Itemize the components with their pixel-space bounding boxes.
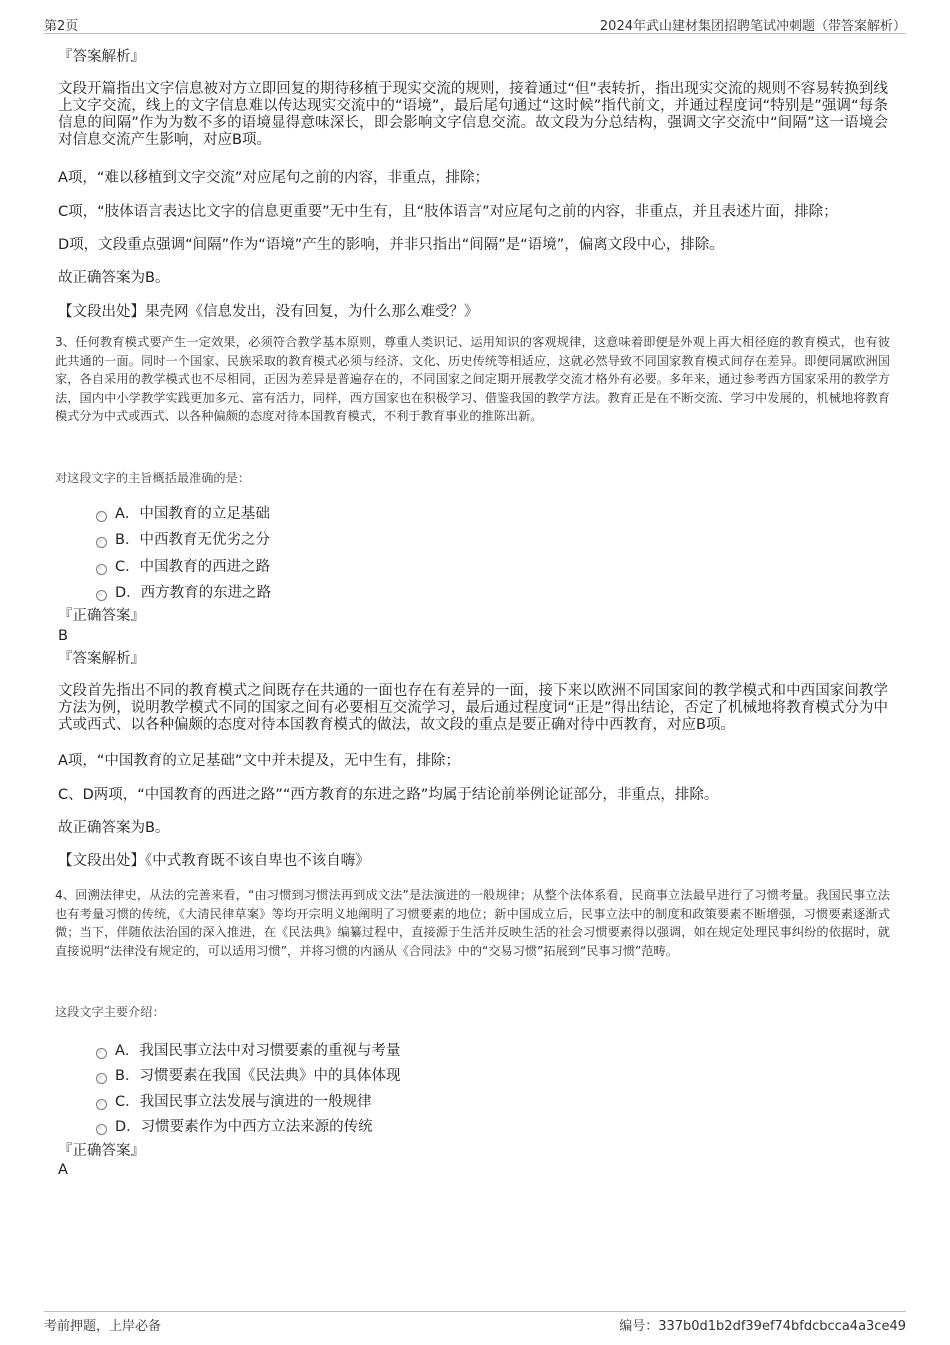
q4-option-c-label: C．我国民事立法发展与演进的一般规律	[115, 1094, 372, 1110]
q2-source: 【文段出处】果壳网《信息发出，没有回复，为什么那么难受？》	[58, 304, 479, 320]
q4-answer: A	[58, 1162, 68, 1178]
footer-serial: 编号：337b0d1b2df39ef74bfdcbcca4a3ce49	[619, 1319, 906, 1334]
q3-option-d[interactable]	[96, 581, 271, 599]
q3-option-c-label: C．中国教育的西进之路	[115, 559, 271, 575]
q3-option-d-label: D．西方教育的东进之路	[115, 585, 272, 601]
q2-analysis-label: 『答案解析』	[58, 49, 145, 65]
q4-option-a[interactable]	[96, 1039, 400, 1057]
q3-point-a: A项，“中国教育的立足基础”文中并未提及，无中生有，排除；	[58, 753, 460, 769]
page-footer	[44, 1311, 906, 1332]
q3-analysis-paragraph: 文段首先指出不同的教育模式之间既存在共通的一面也存在有差异的一面，接下来以欧洲不同国家间的教学模式和中西国家间教学方法为例，说明教学模式不同的国家之间有必要相互交流学习，最后通过程度词“正是”得出结论，否定了机械地将教育模式分为中式或西式、以各种偏颇的态度对待本国教育模式的做法，故文段的重点是要正确对待中西教育，对应B项。	[58, 683, 888, 733]
q4-option-d-label: D．习惯要素作为中西方立法来源的传统	[115, 1119, 373, 1135]
q4-option-b[interactable]	[96, 1064, 400, 1082]
q4-option-c[interactable]	[96, 1090, 372, 1108]
radio-icon[interactable]	[96, 590, 107, 601]
q4-option-b-label: B．习惯要素在我国《民法典》中的具体体现	[115, 1068, 401, 1084]
page-number: 第2页	[44, 19, 79, 34]
q4-option-d[interactable]	[96, 1115, 373, 1133]
q3-analysis-label: 『答案解析』	[58, 651, 145, 667]
q4-answer-label: 『正确答案』	[58, 1143, 145, 1159]
q3-prompt: 对这段文字的主旨概括最准确的是：	[55, 471, 250, 485]
page-header	[44, 15, 906, 34]
q4-stem: 4、回溯法律史，从法的完善来看，“由习惯到习惯法再到成文法”是法演进的一般规律；从整个法体系看，民商事立法最早进行了习惯考量。我国民事立法也有考量习惯的传统，《大清民律草案》等均开宗明义地阐明了习惯要素的地位；新中国成立后，民事立法中的制度和政策要素不断增强，习惯要素逐渐式微；当下，伴随依法治国的深入推进，在《民法典》编纂过程中，直接源于生活并反映生活的社会习惯要素得以强调，如在规定处理民事纠纷的依据时，就直接说明“法律没有规定的，可以适用习惯”，并将习惯的内涵从《合同法》中的“交易习惯”拓展到“民事习惯”范畴。	[55, 888, 890, 958]
q3-option-b[interactable]	[96, 528, 270, 546]
radio-icon[interactable]	[96, 1099, 107, 1110]
radio-icon[interactable]	[96, 1048, 107, 1059]
q3-answer-label: 『正确答案』	[58, 608, 145, 624]
radio-icon[interactable]	[96, 511, 107, 522]
footer-slogan: 考前押题，上岸必备	[44, 1319, 162, 1334]
q3-point-cd: C、D两项，“中国教育的西进之路”“西方教育的东进之路”均属于结论前举例论证部分，非重点，排除。	[58, 787, 719, 803]
document-title: 2024年武山建材集团招聘笔试冲刺题（带答案解析）	[599, 19, 906, 34]
q3-option-b-label: B．中西教育无优劣之分	[115, 532, 270, 548]
q2-point-a: A项，“难以移植到文字交流”对应尾句之前的内容，非重点，排除；	[58, 170, 489, 186]
radio-icon[interactable]	[96, 1073, 107, 1084]
radio-icon[interactable]	[96, 1124, 107, 1135]
q3-source: 【文段出处】《中式教育既不该自卑也不该自嗨》	[58, 853, 370, 869]
q3-option-a[interactable]	[96, 502, 270, 520]
q3-option-a-label: A．中国教育的立足基础	[115, 506, 270, 522]
q2-conclusion: 故正确答案为B。	[58, 270, 170, 286]
q3-stem: 3、任何教育模式要产生一定效果，必须符合教学基本原则，尊重人类识记、运用知识的客观规律，这意味着即便是外观上再大相径庭的教育模式，也有彼此共通的一面。同时一个国家、民族采取的教育模式必须与经济、文化、历史传统等相适应，这就必然导致不同国家教育模式间存在差异。即便同属欧洲国家，各自采用的教学模式也不尽相同，正因为差异是普遍存在的，不同国家之间定期开展教学交流才格外有必要。多年来，通过参考西方国家采用的教学方法，国内中小学教学实践更加多元、富有活力，同样，西方国家也在积极学习、借鉴我国的教学方法。教育正是在不断交流、学习中发展的，机械地将教育模式分为中式或西式、以各种偏颇的态度对待本国教育模式，不利于教育事业的推陈出新。	[55, 335, 890, 423]
q4-option-a-label: A．我国民事立法中对习惯要素的重视与考量	[115, 1043, 401, 1059]
q2-point-d: D项，文段重点强调“间隔”作为“语境”产生的影响，并非只指出“间隔”是“语境”，偏离文段中心，排除。	[58, 237, 724, 253]
radio-icon[interactable]	[96, 537, 107, 548]
q4-prompt: 这段文字主要介绍：	[55, 1005, 165, 1019]
q2-analysis-paragraph: 文段开篇指出文字信息被对方立即回复的期待移植于现实交流的规则，接着通过“但”表转折，指出现实交流的规则不容易转换到线上文字交流，线上的文字信息难以传达现实交流中的“语境”，最后尾句通过“这时候”指代前文，并通过程度词“特别是”强调“每条信息的间隔”作为为数不多的语境显得意味深长，即会影响文字信息交流。故文段为分总结构，强调文字交流中“间隔”这一语境会对信息交流产生影响，对应B项。	[58, 81, 888, 148]
q3-answer: B	[58, 628, 68, 644]
radio-icon[interactable]	[96, 564, 107, 575]
q2-point-c: C项，“肢体语言表达比文字的信息更重要”无中生有，且“肢体语言”对应尾句之前的内容，非重点，并且表述片面，排除；	[58, 204, 838, 220]
q3-option-c[interactable]	[96, 555, 270, 573]
q3-conclusion: 故正确答案为B。	[58, 820, 170, 836]
